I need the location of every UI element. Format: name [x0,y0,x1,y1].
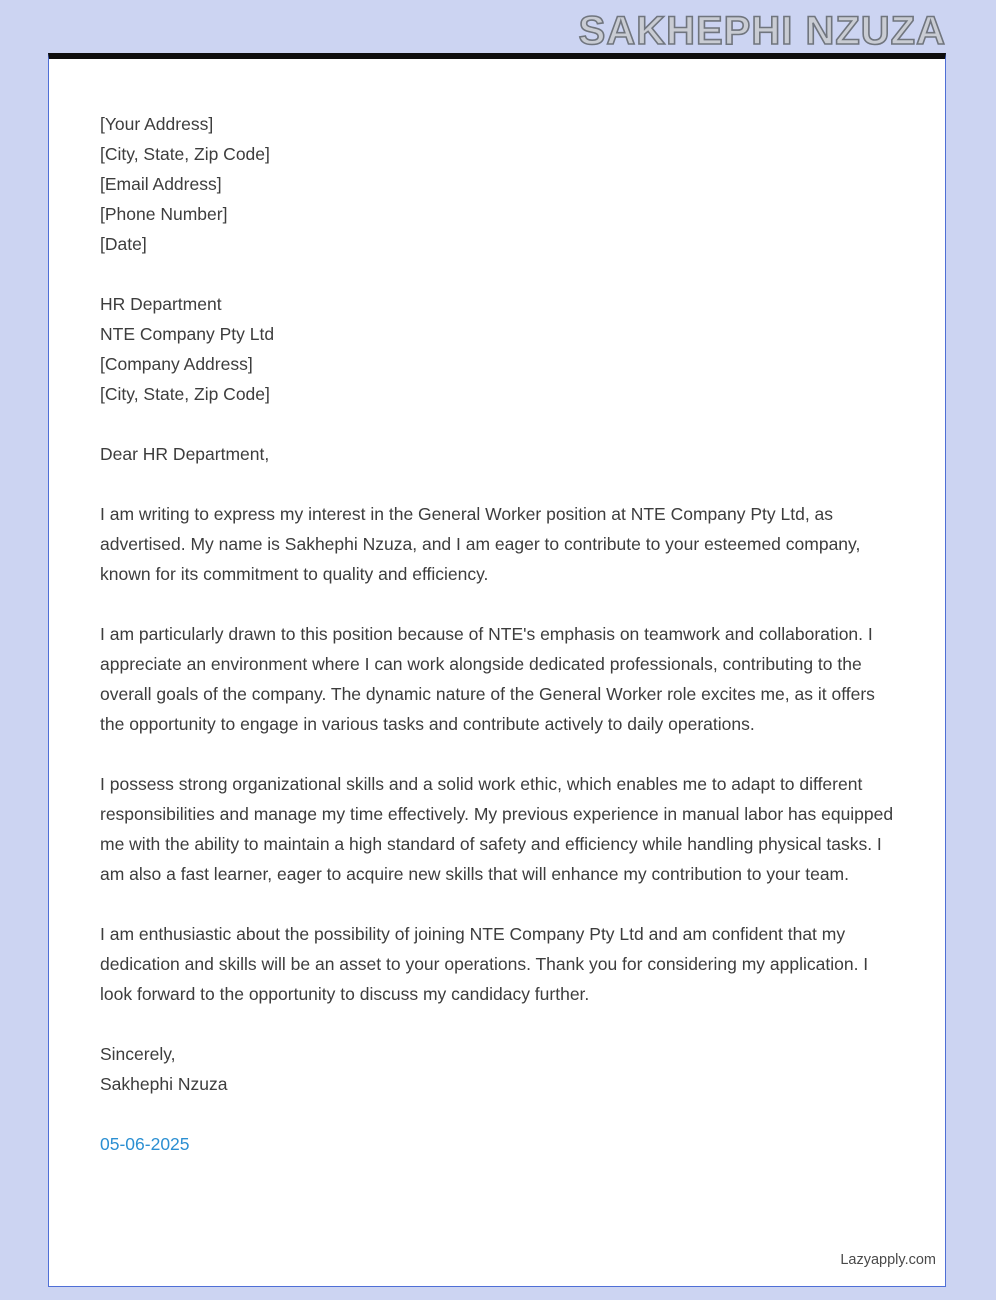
recipient-address-block [100,289,895,409]
sender-address-block [100,109,895,259]
recipient-address-line: [City, State, Zip Code] [100,384,270,404]
salutation [100,439,895,469]
sender-address-line: [City, State, Zip Code] [100,144,270,164]
letter-document [48,53,946,1287]
page-header [579,8,946,54]
letter-date: 05-06-2025 [100,1134,190,1154]
body-paragraph: I am writing to express my interest in the General Worker position at NTE Company Pty Ltd, as advertised. My name is Sakhephi Nzuza, and I am eager to contribute to your esteemed company, known for its commitment to quality and efficiency. [100,504,861,584]
recipient-address-line: NTE Company Pty Ltd [100,324,275,344]
body-paragraph: I possess strong organizational skills and a solid work ethic, which enables me to adapt to different responsibilities and manage my time effectively. My previous experience in manual labor has equipped me with the ability to maintain a high standard of safety and efficiency while handling physical tasks. I am also a fast learner, eager to acquire new skills that will enhance my contribution to your team. [100,774,894,884]
sender-address-line: [Date] [100,234,147,254]
signature-name: Sakhephi Nzuza [100,1074,228,1094]
body-paragraph: I am particularly drawn to this position because of NTE's emphasis on teamwork and collaboration. I appreciate an environment where I can work alongside dedicated professionals, contributing to the overall goals of the company. The dynamic nature of the General Worker role excites me, as it offers the opportunity to engage in various tasks and contribute actively to daily operations. [100,624,875,734]
recipient-address-line: [Company Address] [100,354,253,374]
sender-address-line: [Your Address] [100,114,214,134]
watermark: Lazyapply.com [840,1252,936,1268]
sender-address-line: [Phone Number] [100,204,228,224]
recipient-address-line: HR Department [100,294,222,314]
sender-address-line: [Email Address] [100,174,222,194]
letter-content [49,59,945,1159]
body-paragraph: I am enthusiastic about the possibility of joining NTE Company Pty Ltd and am confident that my dedication and skills will be an asset to your operations. Thank you for considering my application. I look forward to the opportunity to discuss my candidacy further. [100,924,869,1004]
closing-line: Sincerely, [100,1044,176,1064]
salutation-line: Dear HR Department, [100,444,270,464]
signature-block [100,1039,895,1099]
page-title: SAKHEPHI NZUZA [578,9,946,53]
